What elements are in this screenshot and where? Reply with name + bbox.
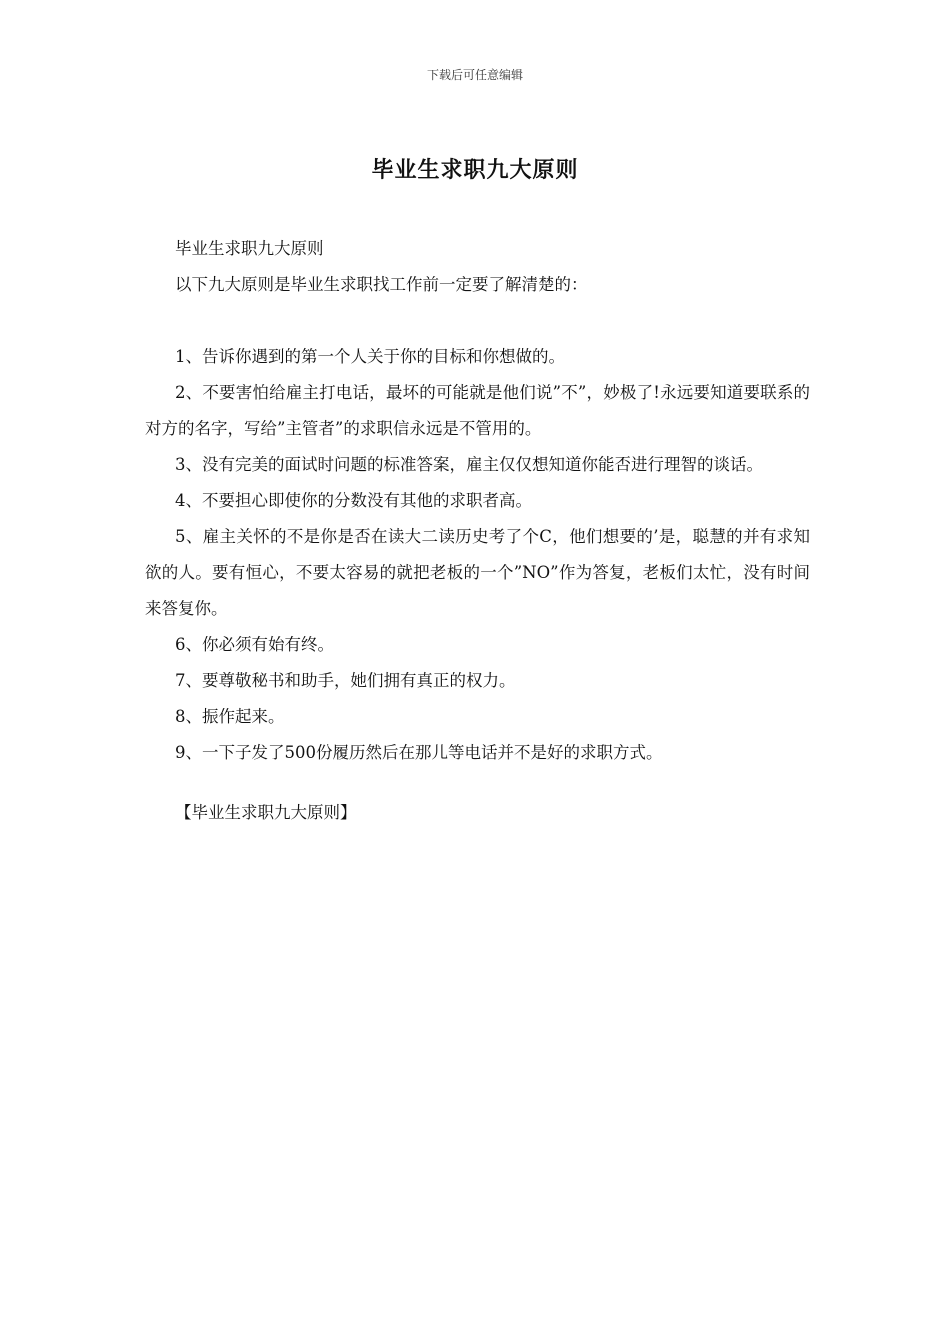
principle-item: 8、振作起来。 xyxy=(175,707,285,726)
blank-line xyxy=(145,303,810,339)
principle-item: 7、要尊敬秘书和助手，她们拥有真正的权力。 xyxy=(175,671,516,690)
principle-item: 4、不要担心即使你的分数没有其他的求职者高。 xyxy=(175,491,532,510)
header-note: 下载后可任意编辑 xyxy=(426,68,523,82)
footer-note: 【毕业生求职九大原则】 xyxy=(175,803,357,822)
principle-item: 2、不要害怕给雇主打电话，最坏的可能就是他们说”不”，妙极了!永远要知道要联系的对方的名字，写给”主管者”的求职信永远是不管用的。 xyxy=(145,383,810,438)
principle-item: 5、雇主关怀的不是你是否在读大二读历史考了个C，他们想要的’是，聪慧的并有求知欲的人。要有恒心，不要太容易的就把老板的一个”NO”作为答复，老板们太忙，没有时间来答复你。 xyxy=(145,527,810,618)
intro-line: 以下九大原则是毕业生求职找工作前一定要了解清楚的： xyxy=(175,275,588,294)
principle-item: 3、没有完美的面试时问题的标准答案，雇主仅仅想知道你能否进行理智的谈话。 xyxy=(175,455,763,474)
principle-item: 6、你必须有始有终。 xyxy=(175,635,334,654)
blank-line xyxy=(145,771,810,795)
principle-item: 1、告诉你遇到的第一个人关于你的目标和你想做的。 xyxy=(175,347,565,366)
document-title: 毕业生求职九大原则 xyxy=(371,158,579,183)
intro-line: 毕业生求职九大原则 xyxy=(175,239,324,258)
document-body xyxy=(145,231,810,831)
principle-item: 9、一下子发了500份履历然后在那儿等电话并不是好的求职方式。 xyxy=(175,743,663,762)
